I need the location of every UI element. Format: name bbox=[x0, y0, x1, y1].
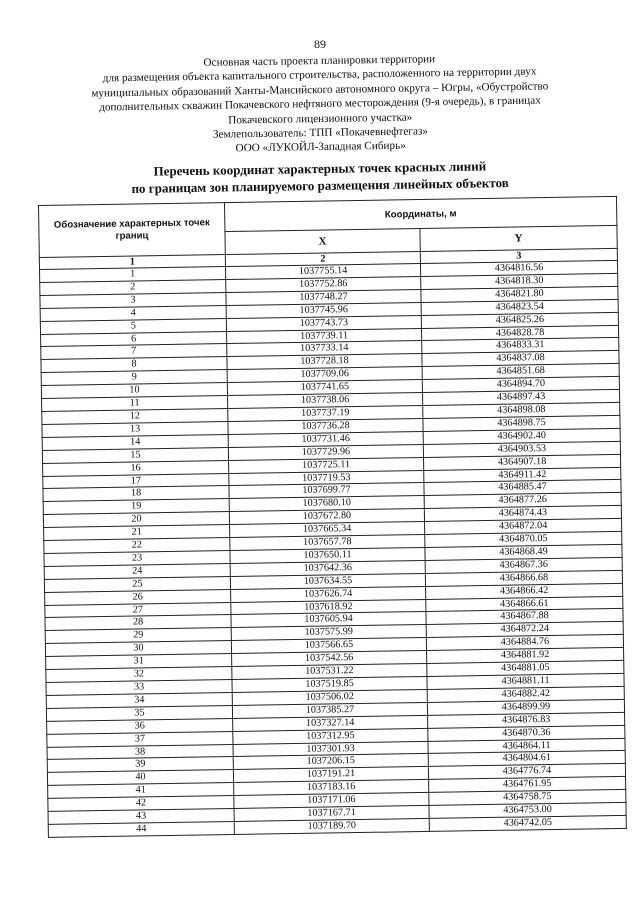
point-number: 11 bbox=[42, 396, 228, 412]
point-number: 27 bbox=[45, 602, 231, 618]
header-line: Землепользователь: ТПП «Покачевнефтегаз» bbox=[212, 125, 429, 141]
point-number: 6 bbox=[41, 331, 227, 347]
point-number: 34 bbox=[46, 692, 232, 708]
y-coordinate: 4364818.30 bbox=[421, 273, 618, 289]
y-coordinate: 4364866.68 bbox=[425, 570, 622, 586]
point-number: 29 bbox=[45, 628, 231, 644]
point-number: 13 bbox=[42, 421, 228, 437]
y-coordinate: 4364902.40 bbox=[423, 428, 620, 444]
x-coordinate: 1037745.96 bbox=[226, 302, 421, 318]
y-coordinate: 4364885.47 bbox=[424, 480, 621, 496]
document-header bbox=[19, 49, 621, 159]
x-coordinate: 1037709.06 bbox=[227, 367, 422, 383]
x-coordinate: 1037657.78 bbox=[230, 534, 425, 550]
x-coordinate: 1037327.14 bbox=[233, 715, 428, 731]
x-coordinate: 1037672.80 bbox=[229, 509, 424, 525]
y-coordinate: 4364876.83 bbox=[428, 712, 625, 728]
y-coordinate: 4364833.31 bbox=[422, 338, 619, 354]
point-number: 25 bbox=[44, 576, 230, 592]
header-line: Основная часть проекта планировки территории bbox=[203, 53, 436, 69]
x-coordinate: 1037167.71 bbox=[234, 805, 429, 821]
title-line: Перечень координат характерных точек красных линий bbox=[153, 158, 487, 179]
x-coordinate: 1037642.36 bbox=[230, 560, 425, 576]
y-coordinate: 4364867.88 bbox=[426, 609, 623, 625]
y-coordinate: 4364894.70 bbox=[422, 377, 619, 393]
point-number: 35 bbox=[46, 705, 232, 721]
point-number: 16 bbox=[43, 460, 229, 476]
y-coordinate: 4364761.95 bbox=[429, 777, 626, 793]
point-number: 9 bbox=[41, 370, 227, 386]
point-number: 22 bbox=[44, 538, 230, 554]
x-coordinate: 1037699.77 bbox=[229, 483, 424, 499]
y-coordinate: 4364872.04 bbox=[425, 518, 622, 534]
y-header: Y bbox=[420, 225, 617, 251]
x-coordinate: 1037191.21 bbox=[233, 767, 428, 783]
y-coordinate: 4364870.05 bbox=[425, 531, 622, 547]
point-number: 1 bbox=[40, 267, 226, 283]
point-number: 41 bbox=[48, 783, 234, 799]
point-number: 33 bbox=[46, 680, 232, 696]
x-header: X bbox=[225, 229, 420, 255]
x-coordinate: 1037728.18 bbox=[227, 354, 422, 370]
x-coordinate: 1037206.15 bbox=[233, 754, 428, 770]
x-coordinate: 1037719.53 bbox=[229, 470, 424, 486]
y-coordinate: 4364828.78 bbox=[421, 325, 618, 341]
x-coordinate: 1037519.85 bbox=[232, 676, 427, 692]
x-coordinate: 1037755.14 bbox=[225, 263, 420, 279]
y-coordinate: 4364881.05 bbox=[427, 660, 624, 676]
point-number: 36 bbox=[47, 718, 233, 734]
table-body bbox=[40, 260, 627, 837]
y-coordinate: 4364804.61 bbox=[428, 751, 625, 767]
x-coordinate: 1037566.65 bbox=[231, 638, 426, 654]
point-number: 3 bbox=[40, 292, 226, 308]
point-number: 39 bbox=[47, 757, 233, 773]
point-number: 37 bbox=[47, 731, 233, 747]
column-index: 3 bbox=[420, 248, 617, 263]
x-coordinate: 1037634.55 bbox=[230, 573, 425, 589]
point-number: 31 bbox=[46, 654, 232, 670]
x-coordinate: 1037575.99 bbox=[231, 625, 426, 641]
y-coordinate: 4364898.08 bbox=[423, 402, 620, 418]
x-coordinate: 1037618.92 bbox=[231, 599, 426, 615]
point-number: 32 bbox=[46, 667, 232, 683]
column-index: 2 bbox=[225, 252, 420, 267]
coordinates-header: Координаты, м bbox=[224, 196, 616, 231]
point-number: 4 bbox=[40, 305, 226, 321]
y-coordinate: 4364884.76 bbox=[426, 635, 623, 651]
coordinates-table-wrapper bbox=[38, 196, 626, 838]
y-coordinate: 4364837.08 bbox=[422, 351, 619, 367]
x-coordinate: 1037736.28 bbox=[228, 418, 423, 434]
y-coordinate: 4364870.36 bbox=[428, 725, 625, 741]
y-coordinate: 4364898.75 bbox=[423, 415, 620, 431]
point-number: 7 bbox=[41, 344, 227, 360]
page-number: 89 bbox=[314, 37, 326, 51]
y-coordinate: 4364903.53 bbox=[423, 441, 620, 457]
point-number: 28 bbox=[45, 615, 231, 631]
y-coordinate: 4364758.75 bbox=[429, 789, 626, 805]
x-coordinate: 1037312.95 bbox=[233, 728, 428, 744]
x-coordinate: 1037531.22 bbox=[232, 664, 427, 680]
x-coordinate: 1037171.06 bbox=[234, 793, 429, 809]
x-coordinate: 1037752.86 bbox=[226, 276, 421, 292]
column-index: 1 bbox=[39, 255, 225, 270]
point-number: 21 bbox=[44, 525, 230, 541]
point-number: 12 bbox=[42, 409, 228, 425]
y-coordinate: 4364868.49 bbox=[425, 544, 622, 560]
y-coordinate: 4364753.00 bbox=[429, 802, 626, 818]
y-coordinate: 4364899.99 bbox=[427, 699, 624, 715]
x-coordinate: 1037731.46 bbox=[228, 431, 423, 447]
point-number: 14 bbox=[42, 434, 228, 450]
point-number: 15 bbox=[42, 447, 228, 463]
x-coordinate: 1037725.11 bbox=[229, 457, 424, 473]
x-coordinate: 1037385.27 bbox=[232, 702, 427, 718]
point-number: 18 bbox=[43, 486, 229, 502]
x-coordinate: 1037733.14 bbox=[227, 341, 422, 357]
y-coordinate: 4364825.26 bbox=[421, 312, 618, 328]
y-coordinate: 4364897.43 bbox=[422, 389, 619, 405]
point-number: 44 bbox=[48, 821, 234, 837]
point-designation-header: Обозначение характерных точек границ bbox=[39, 203, 226, 258]
header-line: муниципальных образований Ханты-Мансийского автономного округа – Югры, «Обустройство bbox=[91, 80, 549, 100]
y-coordinate: 4364851.68 bbox=[422, 364, 619, 380]
x-coordinate: 1037542.56 bbox=[232, 651, 427, 667]
y-coordinate: 4364877.26 bbox=[424, 493, 621, 509]
y-coordinate: 4364864.11 bbox=[428, 738, 625, 754]
y-coordinate: 4364881.92 bbox=[427, 648, 624, 664]
point-number: 38 bbox=[47, 744, 233, 760]
x-coordinate: 1037605.94 bbox=[231, 612, 426, 628]
point-number: 23 bbox=[44, 550, 230, 566]
x-coordinate: 1037650.11 bbox=[230, 547, 425, 563]
y-coordinate: 4364881.11 bbox=[427, 673, 624, 689]
y-coordinate: 4364823.54 bbox=[421, 299, 618, 315]
x-coordinate: 1037737.19 bbox=[228, 405, 423, 421]
x-coordinate: 1037743.73 bbox=[226, 315, 421, 331]
x-coordinate: 1037738.06 bbox=[228, 393, 423, 409]
coordinates-table bbox=[38, 196, 627, 838]
point-number: 2 bbox=[40, 279, 226, 295]
x-coordinate: 1037729.96 bbox=[228, 444, 423, 460]
x-coordinate: 1037183.16 bbox=[234, 780, 429, 796]
y-coordinate: 4364867.36 bbox=[425, 557, 622, 573]
y-coordinate: 4364907.18 bbox=[424, 454, 621, 470]
x-coordinate: 1037189.70 bbox=[234, 818, 429, 834]
point-number: 5 bbox=[40, 318, 226, 334]
x-coordinate: 1037680.10 bbox=[229, 496, 424, 512]
y-coordinate: 4364874.43 bbox=[424, 506, 621, 522]
y-coordinate: 4364882.42 bbox=[427, 686, 624, 702]
header-line: ООО «ЛУКОЙЛ-Западная Сибирь» bbox=[235, 140, 406, 155]
header-line: дополнительных скважин Покачевского нефтяного месторождения (9-я очередь), в границах bbox=[99, 94, 541, 114]
point-number: 19 bbox=[43, 499, 229, 515]
point-number: 20 bbox=[43, 512, 229, 528]
x-coordinate: 1037741.65 bbox=[227, 380, 422, 396]
x-coordinate: 1037739.11 bbox=[227, 328, 422, 344]
x-coordinate: 1037301.93 bbox=[233, 741, 428, 757]
y-coordinate: 4364742.05 bbox=[429, 815, 626, 831]
header-line: Покачевского лицензионного участка» bbox=[228, 111, 413, 127]
y-coordinate: 4364776.74 bbox=[428, 764, 625, 780]
point-number: 24 bbox=[44, 563, 230, 579]
point-number: 8 bbox=[41, 357, 227, 373]
header-line: для размещения объекта капитального строительства, расположенного на территории двух bbox=[102, 66, 537, 85]
point-number: 40 bbox=[47, 770, 233, 786]
y-coordinate: 4364872.24 bbox=[426, 622, 623, 638]
point-number: 10 bbox=[41, 383, 227, 399]
point-number: 30 bbox=[45, 641, 231, 657]
x-coordinate: 1037748.27 bbox=[226, 289, 421, 305]
x-coordinate: 1037626.74 bbox=[231, 586, 426, 602]
x-coordinate: 1037506.02 bbox=[232, 689, 427, 705]
y-coordinate: 4364911.42 bbox=[424, 467, 621, 483]
y-coordinate: 4364866.42 bbox=[426, 583, 623, 599]
point-number: 43 bbox=[48, 809, 234, 825]
point-number: 42 bbox=[48, 796, 234, 812]
y-coordinate: 4364816.56 bbox=[420, 260, 617, 276]
y-coordinate: 4364866.61 bbox=[426, 596, 623, 612]
point-number: 26 bbox=[45, 589, 231, 605]
table-title bbox=[40, 156, 600, 199]
x-coordinate: 1037665.34 bbox=[230, 522, 425, 538]
title-line: по границам зон планируемого размещения линейных объектов bbox=[131, 175, 509, 196]
point-number: 17 bbox=[43, 473, 229, 489]
y-coordinate: 4364821.80 bbox=[421, 286, 618, 302]
